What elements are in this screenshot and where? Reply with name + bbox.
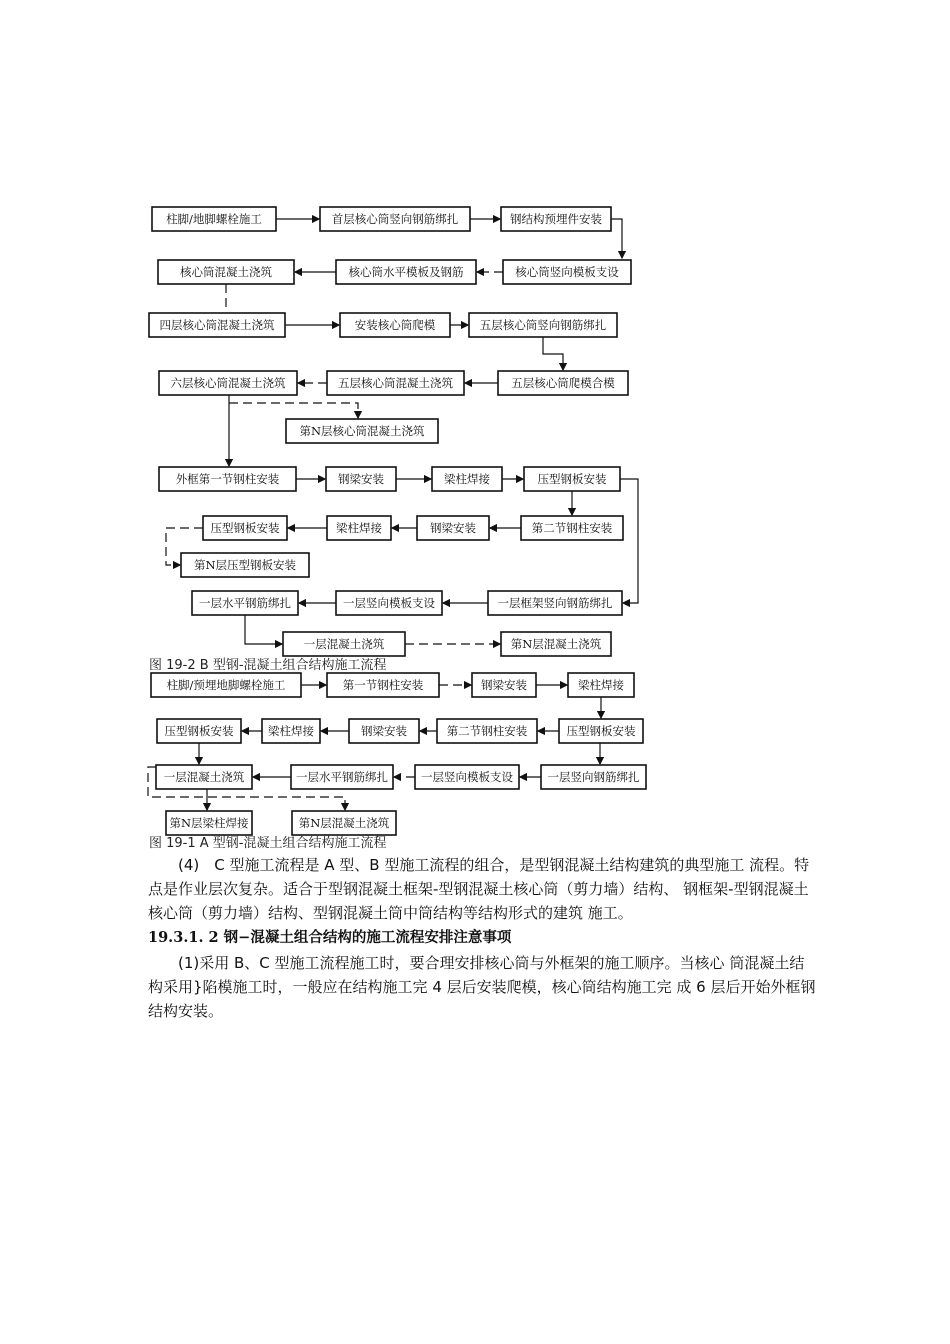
a-flow-step-label: 第N层混凝土浇筑 (298, 816, 390, 830)
b-flow-step-3 (501, 207, 611, 231)
a-flow-step-8 (437, 719, 537, 743)
b-flow-step-26 (283, 632, 405, 656)
figure-caption-a: 图 19-1 A 型钢-混凝土组合结构施工流程 (149, 836, 387, 851)
a-flow-step-4 (568, 673, 634, 697)
a-flow-step-1 (151, 673, 301, 697)
b-flow-step-label: 钢梁安装 (338, 472, 384, 486)
b-flow-step-label: 四层核心筒混凝土浇筑 (159, 318, 275, 332)
b-flow-step-label: 第N层核心筒混凝土浇筑 (299, 424, 425, 438)
a-flow-step-label: 钢梁安装 (481, 678, 527, 692)
b-flow-step-4 (158, 260, 294, 284)
b-flow-step-label: 梁柱焊接 (444, 472, 490, 486)
b-flow-step-label: 外框第一节钢柱安装 (175, 472, 280, 486)
b-flow-step-25 (488, 591, 622, 615)
a-flow-step-2 (327, 673, 439, 697)
b-flow-step-2 (320, 207, 470, 231)
b-flow-step-label: 核心筒水平模板及钢筋 (348, 265, 464, 279)
b-flow-step-20 (417, 516, 489, 540)
a-flow-step-label: 第二节钢柱安装 (446, 724, 528, 738)
b-flow-step-13 (286, 419, 438, 443)
b-flow-step-label: 安装核心筒爬模 (354, 318, 436, 332)
b-flow-step-label: 压型钢板安装 (210, 521, 280, 535)
b-flow-step-19 (327, 516, 391, 540)
a-flow-step-label: 压型钢板安装 (566, 724, 636, 738)
a-flow-step-7 (349, 719, 419, 743)
b-flow-step-label: 五层核心筒竖向钢筋绑扎 (479, 318, 607, 332)
b-flow-step-11 (327, 371, 464, 395)
paragraph-notes: (1)采用 B、C 型施工流程施工时，要合理安排核心筒与外框架的施工顺序。当核心 筒混凝土结构采用}陷模施工时，一般应在结构施工完 4 层后安装爬模，核心筒结构施工完 成 6 层后开始外框钢结构安装。 (148, 954, 816, 1020)
a-flow-step-label: 钢梁安装 (361, 724, 407, 738)
b-flow-step-9 (469, 313, 617, 337)
b-flow-step-label: 第N层压型钢板安装 (193, 558, 297, 572)
b-flow-step-label: 第N层混凝土浇筑 (510, 637, 602, 651)
b-flow-step-label: 柱脚/地脚螺栓施工 (166, 212, 262, 226)
a-flow-step-label: 一层竖向钢筋绑扎 (547, 770, 640, 784)
connector-b (245, 615, 282, 644)
b-flow-step-23 (192, 591, 298, 615)
figure-caption-b: 图 19-2 B 型钢-混凝土组合结构施工流程 (149, 658, 387, 673)
a-flow-step-label: 梁柱焊接 (268, 724, 314, 738)
b-flow-step-10 (159, 371, 297, 395)
b-flow-step-label: 第二节钢柱安装 (531, 521, 613, 535)
b-flow-step-18 (203, 516, 287, 540)
a-flow-step-12 (415, 765, 519, 789)
a-flow-step-label: 一层水平钢筋绑扎 (296, 770, 388, 784)
b-flow-step-27 (501, 632, 611, 656)
b-flow-step-label: 核心筒混凝土浇筑 (180, 265, 272, 279)
b-flow-step-label: 一层水平钢筋绑扎 (199, 596, 291, 610)
connector-b (611, 219, 622, 258)
b-flow-step-label: 核心筒竖向模板支设 (515, 265, 619, 279)
b-flow-step-label: 五层核心筒混凝土浇筑 (338, 376, 453, 390)
a-flow-step-13 (541, 765, 646, 789)
b-flow-step-6 (503, 260, 631, 284)
b-flow-step-label: 六层核心筒混凝土浇筑 (170, 376, 286, 390)
b-flow-step-label: 一层框架竖向钢筋绑扎 (497, 596, 613, 610)
b-flow-step-label: 五层核心筒爬模合模 (511, 376, 615, 390)
a-flow-step-3 (472, 673, 536, 697)
a-flow-step-9 (559, 719, 643, 743)
a-flow-step-label: 一层混凝土浇筑 (163, 770, 245, 784)
a-flow-step-label: 第N层梁柱焊接 (169, 816, 249, 830)
b-flow-step-17 (524, 467, 620, 491)
b-flow-step-22 (181, 553, 309, 577)
a-flow-step-10 (156, 765, 252, 789)
a-flow-step-5 (157, 719, 241, 743)
connector-b (620, 479, 638, 603)
section-heading: 19.3.1. 2 钢−混凝土组合结构的施工流程安排注意事项 (148, 929, 512, 946)
b-flow-step-24 (336, 591, 442, 615)
a-flow-step-6 (262, 719, 320, 743)
b-flow-step-label: 一层混凝土浇筑 (303, 637, 385, 651)
b-flow-step-5 (336, 260, 476, 284)
b-flow-step-15 (326, 467, 396, 491)
b-flow-step-14 (159, 467, 296, 491)
b-flow-step-label: 钢梁安装 (430, 521, 476, 535)
b-flow-step-12 (498, 371, 628, 395)
b-flow-step-1 (152, 207, 276, 231)
paragraph-c-type: (4) C 型施工流程是 A 型、B 型施工流程的组合，是型钢混凝土结构建筑的典型施工 流程。特点是作业层次复杂。适合于型钢混凝土框架-型钢混凝土核心筒（剪力墙）结构、 钢框架-型钢混凝土核心筒（剪力墙）结构、型钢混凝土筒中筒结构等结构形式的建筑 施工。 (148, 856, 810, 922)
b-flow-step-label: 首层核心筒竖向钢筋绑扎 (331, 212, 459, 226)
a-flow-step-label: 柱脚/预埋地脚螺栓施工 (166, 678, 286, 692)
connector-b (543, 337, 563, 370)
b-flow-step-label: 钢结构预埋件安装 (510, 212, 602, 226)
b-flow-step-21 (521, 516, 623, 540)
b-flow-step-label: 一层竖向模板支设 (343, 596, 435, 610)
a-flow-step-label: 第一节钢柱安装 (342, 678, 424, 692)
b-flow-step-label: 梁柱焊接 (336, 521, 382, 535)
b-flow-step-16 (432, 467, 502, 491)
a-flow-step-11 (291, 765, 393, 789)
b-flow-step-7 (149, 313, 285, 337)
connector-b (229, 403, 358, 418)
b-flow-step-label: 压型钢板安装 (537, 472, 607, 486)
a-flow-step-label: 一层竖向模板支设 (421, 770, 513, 784)
a-flow-step-label: 梁柱焊接 (578, 678, 624, 692)
b-flow-step-8 (340, 313, 450, 337)
a-flow-step-label: 压型钢板安装 (164, 724, 234, 738)
